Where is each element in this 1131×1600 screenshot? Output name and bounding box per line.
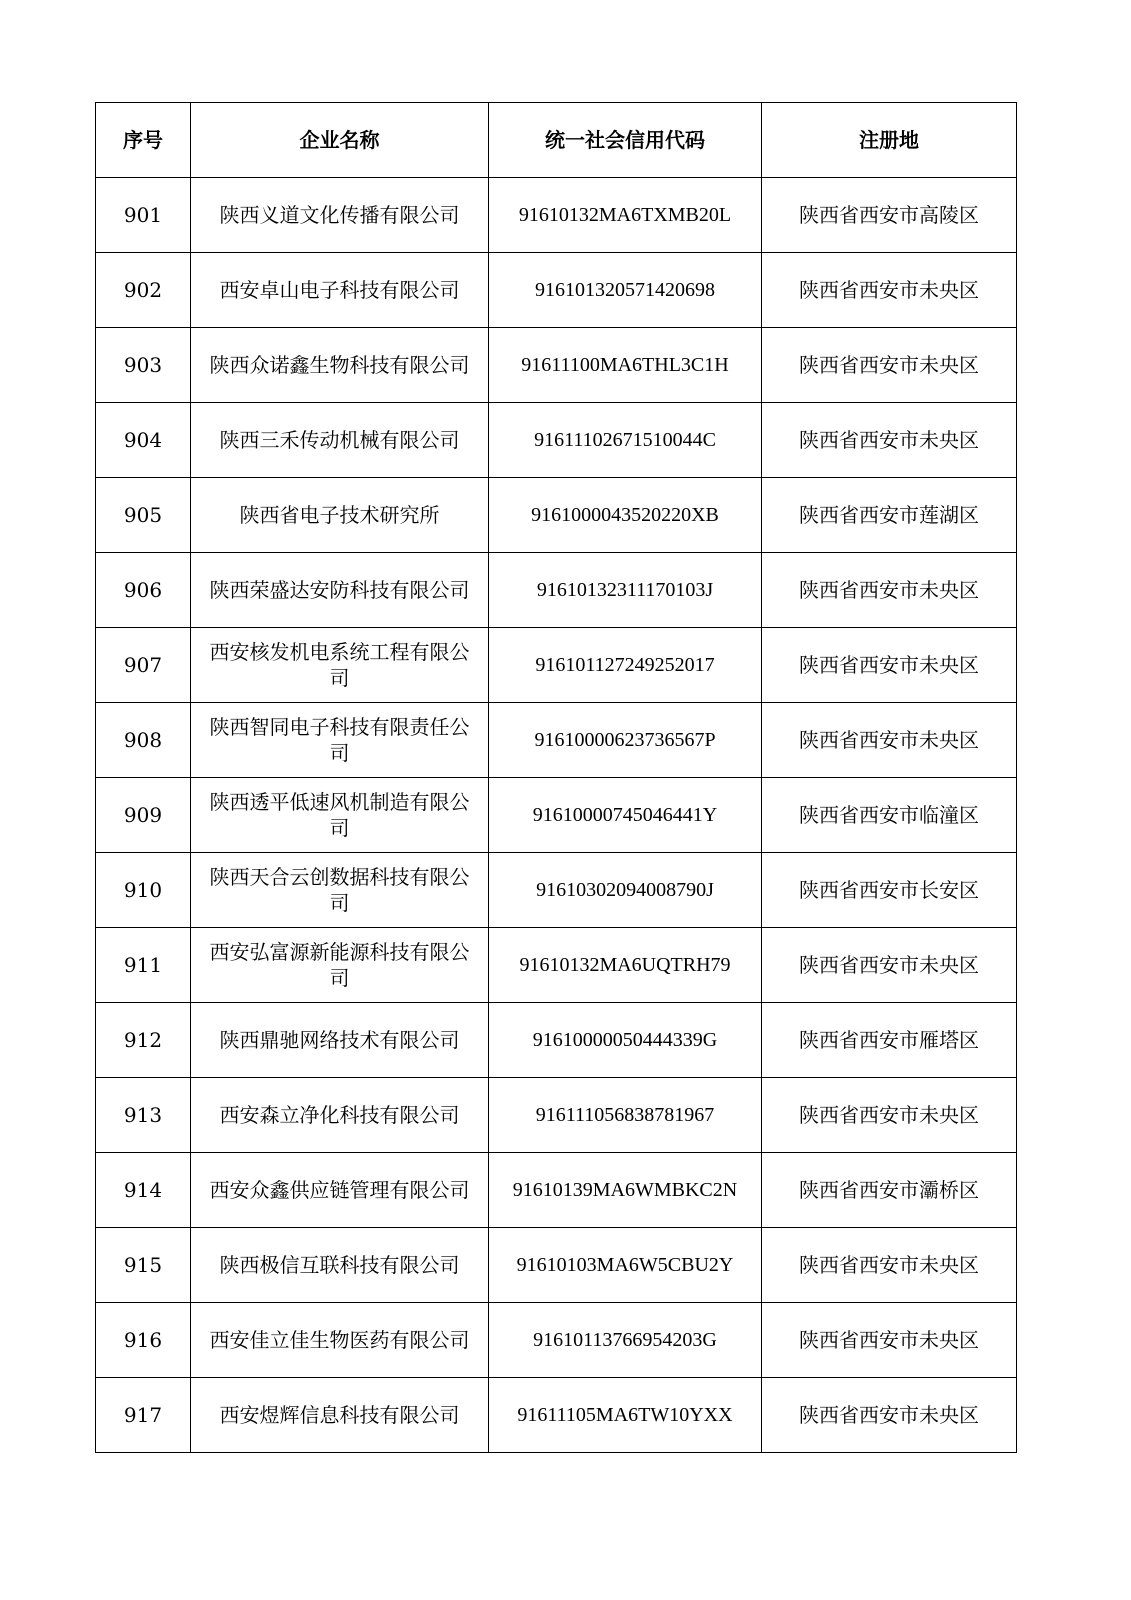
cell-company-name: 陕西三禾传动机械有限公司 bbox=[191, 403, 489, 478]
table-row bbox=[96, 403, 1017, 478]
cell-credit-code: 916101320571420698 bbox=[489, 253, 762, 328]
cell-company-name: 陕西荣盛达安防科技有限公司 bbox=[191, 553, 489, 628]
cell-credit-code: 91611100MA6THL3C1H bbox=[489, 328, 762, 403]
cell-location: 陕西省西安市未央区 bbox=[762, 628, 1017, 703]
cell-no: 915 bbox=[96, 1228, 191, 1303]
cell-location: 陕西省西安市未央区 bbox=[762, 328, 1017, 403]
table-row bbox=[96, 1078, 1017, 1153]
cell-no: 905 bbox=[96, 478, 191, 553]
table-body bbox=[96, 178, 1017, 1453]
cell-credit-code: 91611102671510044C bbox=[489, 403, 762, 478]
cell-credit-code: 91610139MA6WMBKC2N bbox=[489, 1153, 762, 1228]
cell-location: 陕西省西安市未央区 bbox=[762, 1303, 1017, 1378]
cell-credit-code: 91610132311170103J bbox=[489, 553, 762, 628]
cell-no: 910 bbox=[96, 853, 191, 928]
cell-no: 904 bbox=[96, 403, 191, 478]
cell-location: 陕西省西安市未央区 bbox=[762, 403, 1017, 478]
cell-credit-code: 91610132MA6TXMB20L bbox=[489, 178, 762, 253]
cell-company-name: 西安卓山电子科技有限公司 bbox=[191, 253, 489, 328]
cell-company-name: 陕西义道文化传播有限公司 bbox=[191, 178, 489, 253]
cell-company-name: 陕西天合云创数据科技有限公司 bbox=[191, 853, 489, 928]
table-row bbox=[96, 628, 1017, 703]
cell-company-name: 西安森立净化科技有限公司 bbox=[191, 1078, 489, 1153]
table-row bbox=[96, 553, 1017, 628]
table-row bbox=[96, 178, 1017, 253]
cell-no: 911 bbox=[96, 928, 191, 1003]
cell-location: 陕西省西安市长安区 bbox=[762, 853, 1017, 928]
cell-company-name: 陕西极信互联科技有限公司 bbox=[191, 1228, 489, 1303]
cell-no: 902 bbox=[96, 253, 191, 328]
cell-credit-code: 91610103MA6W5CBU2Y bbox=[489, 1228, 762, 1303]
cell-location: 陕西省西安市未央区 bbox=[762, 1378, 1017, 1453]
table-row bbox=[96, 928, 1017, 1003]
table-row bbox=[96, 1153, 1017, 1228]
cell-location: 陕西省西安市莲湖区 bbox=[762, 478, 1017, 553]
table-row bbox=[96, 1228, 1017, 1303]
table-row bbox=[96, 478, 1017, 553]
cell-no: 908 bbox=[96, 703, 191, 778]
cell-credit-code: 916111056838781967 bbox=[489, 1078, 762, 1153]
cell-location: 陕西省西安市未央区 bbox=[762, 1078, 1017, 1153]
cell-credit-code: 91610000050444339G bbox=[489, 1003, 762, 1078]
table-row bbox=[96, 1303, 1017, 1378]
table-row bbox=[96, 1378, 1017, 1453]
cell-location: 陕西省西安市灞桥区 bbox=[762, 1153, 1017, 1228]
header-name: 企业名称 bbox=[191, 103, 489, 178]
cell-credit-code: 916101127249252017 bbox=[489, 628, 762, 703]
cell-no: 917 bbox=[96, 1378, 191, 1453]
cell-company-name: 陕西透平低速风机制造有限公司 bbox=[191, 778, 489, 853]
cell-no: 903 bbox=[96, 328, 191, 403]
cell-company-name: 西安众鑫供应链管理有限公司 bbox=[191, 1153, 489, 1228]
cell-no: 906 bbox=[96, 553, 191, 628]
cell-company-name: 西安弘富源新能源科技有限公司 bbox=[191, 928, 489, 1003]
table-row bbox=[96, 253, 1017, 328]
cell-no: 912 bbox=[96, 1003, 191, 1078]
table-row bbox=[96, 1003, 1017, 1078]
cell-location: 陕西省西安市未央区 bbox=[762, 928, 1017, 1003]
cell-company-name: 西安煜辉信息科技有限公司 bbox=[191, 1378, 489, 1453]
cell-credit-code: 91611105MA6TW10YXX bbox=[489, 1378, 762, 1453]
header-no: 序号 bbox=[96, 103, 191, 178]
cell-company-name: 陕西鼎驰网络技术有限公司 bbox=[191, 1003, 489, 1078]
cell-no: 913 bbox=[96, 1078, 191, 1153]
cell-location: 陕西省西安市未央区 bbox=[762, 253, 1017, 328]
cell-credit-code: 91610302094008790J bbox=[489, 853, 762, 928]
header-location: 注册地 bbox=[762, 103, 1017, 178]
table-row bbox=[96, 778, 1017, 853]
cell-credit-code: 91610000745046441Y bbox=[489, 778, 762, 853]
cell-company-name: 陕西省电子技术研究所 bbox=[191, 478, 489, 553]
table-row bbox=[96, 853, 1017, 928]
cell-no: 901 bbox=[96, 178, 191, 253]
cell-no: 916 bbox=[96, 1303, 191, 1378]
cell-no: 907 bbox=[96, 628, 191, 703]
cell-no: 909 bbox=[96, 778, 191, 853]
cell-no: 914 bbox=[96, 1153, 191, 1228]
table-header-row bbox=[96, 103, 1017, 178]
cell-location: 陕西省西安市高陵区 bbox=[762, 178, 1017, 253]
cell-company-name: 西安佳立佳生物医药有限公司 bbox=[191, 1303, 489, 1378]
cell-credit-code: 91610000623736567P bbox=[489, 703, 762, 778]
table-row bbox=[96, 703, 1017, 778]
cell-credit-code: 91610113766954203G bbox=[489, 1303, 762, 1378]
cell-credit-code: 91610132MA6UQTRH79 bbox=[489, 928, 762, 1003]
cell-location: 陕西省西安市未央区 bbox=[762, 703, 1017, 778]
cell-location: 陕西省西安市临潼区 bbox=[762, 778, 1017, 853]
table-row bbox=[96, 328, 1017, 403]
cell-location: 陕西省西安市未央区 bbox=[762, 553, 1017, 628]
cell-location: 陕西省西安市未央区 bbox=[762, 1228, 1017, 1303]
enterprise-table bbox=[95, 102, 1017, 1453]
cell-credit-code: 9161000043520220XB bbox=[489, 478, 762, 553]
cell-company-name: 西安核发机电系统工程有限公司 bbox=[191, 628, 489, 703]
cell-company-name: 陕西众诺鑫生物科技有限公司 bbox=[191, 328, 489, 403]
cell-company-name: 陕西智同电子科技有限责任公司 bbox=[191, 703, 489, 778]
cell-location: 陕西省西安市雁塔区 bbox=[762, 1003, 1017, 1078]
document-page bbox=[95, 102, 1016, 1453]
header-code: 统一社会信用代码 bbox=[489, 103, 762, 178]
